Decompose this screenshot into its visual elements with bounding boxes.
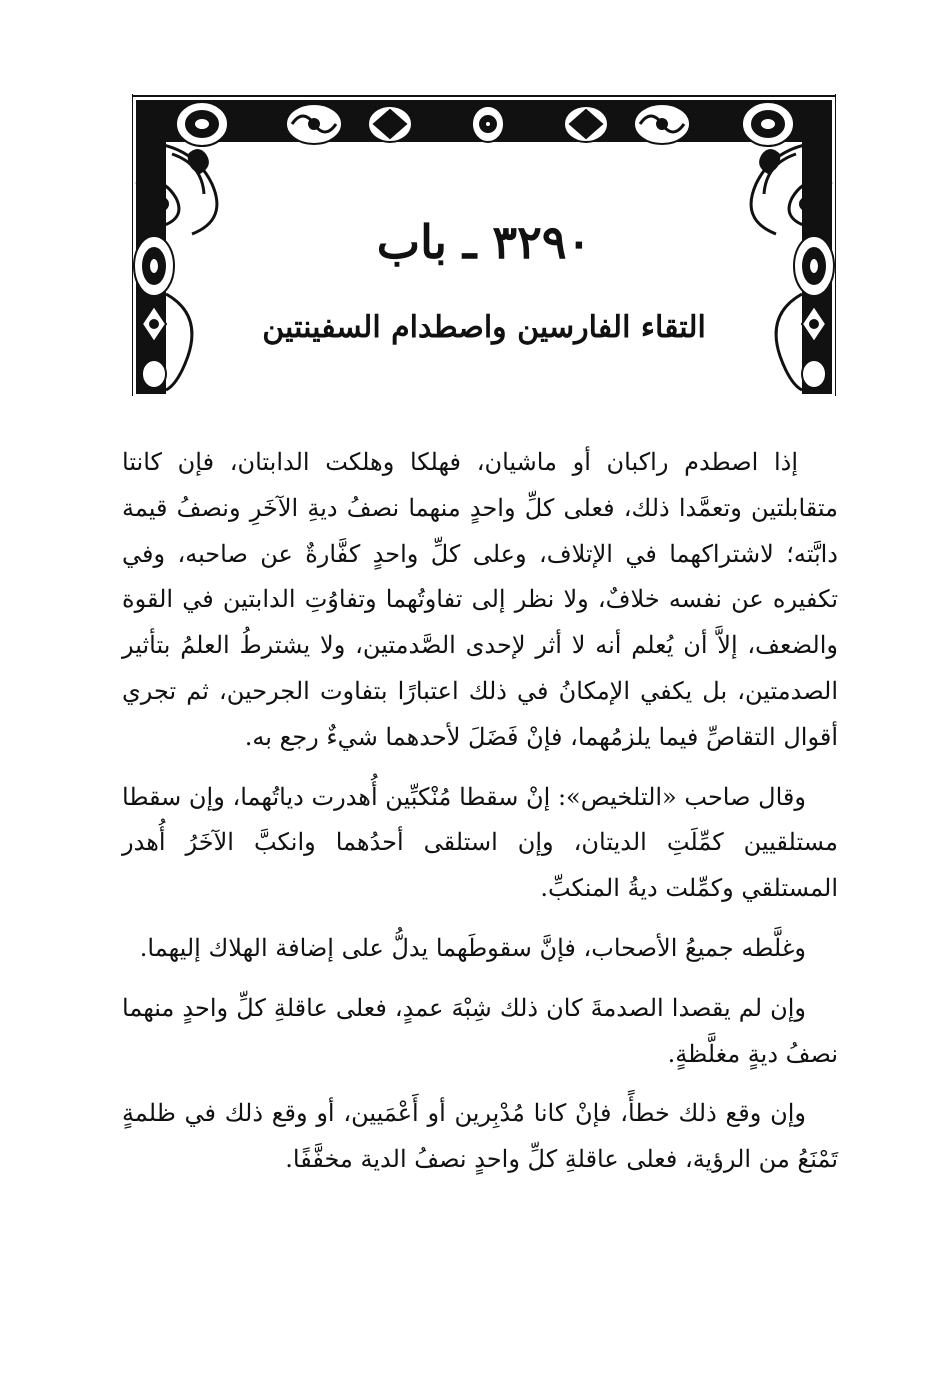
body-text [122,440,838,1197]
paragraph-2: وقال صاحب «التلخيص»: إنْ سقطا مُنْكبِّين أُهدرت دياتُهما، وإن سقطا مستلقيين كمِّلَتِ الديتان، وإن استلقى أحدُهما وانكبَّ الآخَرُ أُهدر المستلقي وكمِّلت ديةُ المنكبِّ. [122,782,838,903]
chapter-number: ٣٢٩٠ ـ باب [376,215,592,269]
paragraph-3: وغلَّطه جميعُ الأصحاب، فإنَّ سقوطَهما يدلُّ على إضافة الهلاك إليهما. [139,933,806,962]
paragraph-5: وإن وقع ذلك خطأً، فإنْ كانا مُدْبِرين أو أَعْمَيين، أو وقع ذلك في ظلمةٍ تَمْنَعُ من الرؤية، فعلى عاقلةِ كلِّ واحدٍ نصفُ الدية مخفَّفًا. [122,1099,838,1174]
paragraph-1: إذا اصطدم راكبان أو ماشيان، فهلكا وهلكت الدابتان، فإن كانتا متقابلتين وتعمَّدا ذلك، فعلى كلِّ واحدٍ منهما نصفُ ديةِ الآخَرِ ونصفُ قيمة دابَّته؛ لاشتراكهما في الإتلاف، وعلى كلِّ واحدٍ كفَّارةٌ عن صاحبه، وفي تكفيره عن نفسه خلافٌ، ولا نظر إلى تفاوتُهما وتفاوُتِ الدابتين في القوة والضعف، إلاَّ أن يُعلم أنه لا أثر لإحدى الصَّدمتين، ولا يشترطُ العلمُ بتأثير الصدمتين، بل يكفي الإمكانُ في ذلك اعتبارًا بتفاوت الجرحين، ثم تجري أقوال التقاصِّ فيما يلزمُهما، فإنْ فَضَلَ لأحدهما شيءٌ رجع به. [122,448,838,751]
chapter-title: التقاء الفارسين واصطدام السفينتين [262,310,706,345]
paragraph-4: وإن لم يقصدا الصدمةَ كان ذلك شِبْهَ عمدٍ، فعلى عاقلةِ كلِّ واحدٍ منهما نصفُ ديةٍ مغلَّظةٍ. [122,993,838,1068]
